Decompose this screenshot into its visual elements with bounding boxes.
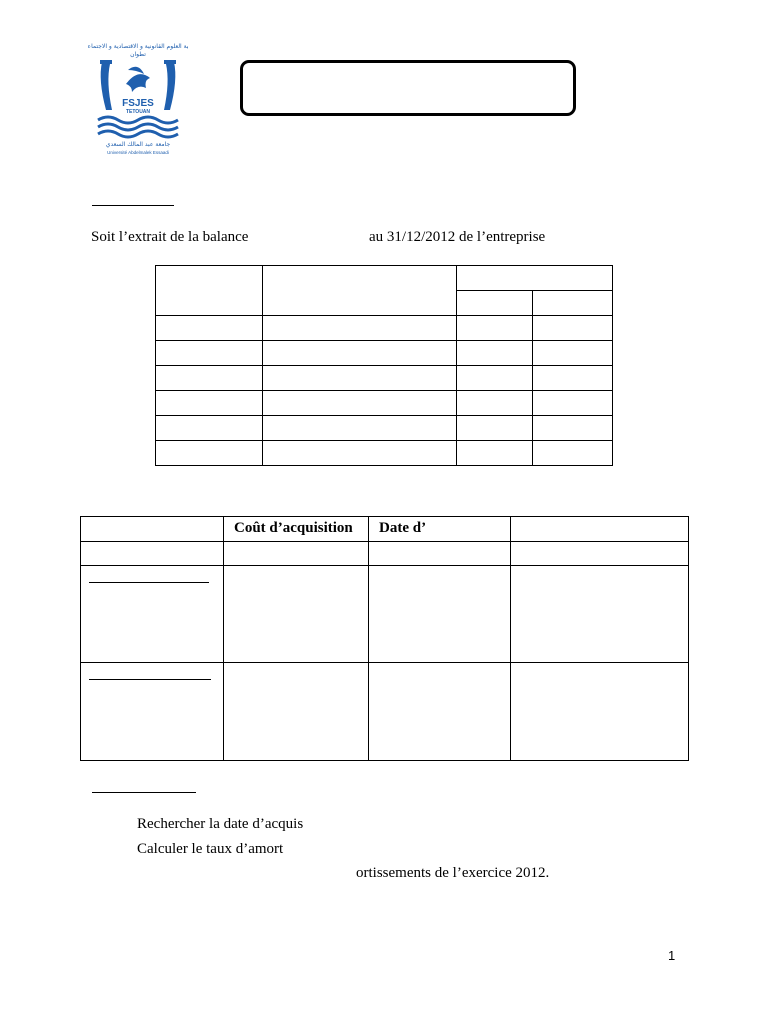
table-cell xyxy=(156,441,263,466)
table-row xyxy=(156,416,613,441)
table-cell xyxy=(511,542,689,566)
question-3: ortissements de l’exercice 2012. xyxy=(356,865,550,881)
table-cell xyxy=(156,316,263,341)
table-cell xyxy=(224,663,369,761)
table-row xyxy=(156,441,613,466)
blank-underline xyxy=(89,679,211,680)
table-row xyxy=(81,542,689,566)
logo-city: TETOUAN xyxy=(125,109,151,115)
table-cell xyxy=(81,542,224,566)
table-cell xyxy=(457,316,533,341)
table-cell xyxy=(369,542,511,566)
intro-text-part1: Soit l’extrait de la balance xyxy=(91,229,249,245)
table-cell xyxy=(369,663,511,761)
table-cell xyxy=(369,566,511,663)
table-cell xyxy=(457,266,613,291)
question-1: Rechercher la date d’acquis xyxy=(137,816,304,832)
logo-arabic-top: كلية العلوم القانونية و الاقتصادية و الاجتماعية xyxy=(88,43,188,50)
table-cell xyxy=(457,416,533,441)
table-cell xyxy=(533,291,613,316)
table-row xyxy=(81,566,689,663)
table-cell xyxy=(263,366,457,391)
table-cell xyxy=(457,291,533,316)
table-header-row xyxy=(81,517,689,542)
blank-underline xyxy=(89,582,209,583)
table-cell xyxy=(533,341,613,366)
table-cell xyxy=(156,341,263,366)
table-cell xyxy=(457,366,533,391)
table-cell xyxy=(263,391,457,416)
table-cell xyxy=(457,441,533,466)
table-cell xyxy=(263,266,457,316)
table-cell xyxy=(263,341,457,366)
table-cell xyxy=(263,441,457,466)
table-row xyxy=(156,266,613,291)
logo-arabic-bottom: جامعة عبد المالك السعدي xyxy=(105,141,171,148)
table-row xyxy=(156,391,613,416)
balance-table xyxy=(155,265,613,466)
table-cell xyxy=(263,316,457,341)
table-cell xyxy=(511,566,689,663)
table-cell xyxy=(533,441,613,466)
logo-acronym: FSJES xyxy=(122,98,154,109)
table-cell xyxy=(263,416,457,441)
table-cell xyxy=(533,366,613,391)
page-number: 1 xyxy=(668,948,676,963)
table-cell xyxy=(457,391,533,416)
header-cell-cout-acquisition: Coût d’acquisition xyxy=(224,517,369,542)
question-2: Calculer le taux d’amort xyxy=(137,841,284,857)
header-cell-1 xyxy=(81,517,224,542)
table-cell xyxy=(224,566,369,663)
table-row xyxy=(156,366,613,391)
table-cell xyxy=(81,566,224,663)
table-row xyxy=(81,663,689,761)
table-cell xyxy=(511,663,689,761)
table-cell xyxy=(156,416,263,441)
table-row xyxy=(156,316,613,341)
table-cell xyxy=(156,366,263,391)
logo-arabic-sub: تطوان xyxy=(130,51,146,58)
table-cell xyxy=(81,663,224,761)
header-cell-4 xyxy=(511,517,689,542)
table-cell xyxy=(457,341,533,366)
asset-table xyxy=(80,516,689,761)
table-cell xyxy=(533,416,613,441)
logo-latin-bottom: Université Abdelmalek Essaadi xyxy=(107,150,169,155)
header-cell-date: Date d’ xyxy=(369,517,511,542)
title-box xyxy=(240,60,576,116)
table-cell xyxy=(533,316,613,341)
section-heading-rule xyxy=(92,792,196,793)
section-heading-rule xyxy=(92,205,174,206)
table-cell xyxy=(533,391,613,416)
table-cell xyxy=(224,542,369,566)
intro-text-part2: au 31/12/2012 de l’entreprise xyxy=(369,229,546,245)
table-row xyxy=(156,341,613,366)
table-cell xyxy=(156,266,263,316)
table-cell xyxy=(156,391,263,416)
university-logo xyxy=(88,40,188,158)
